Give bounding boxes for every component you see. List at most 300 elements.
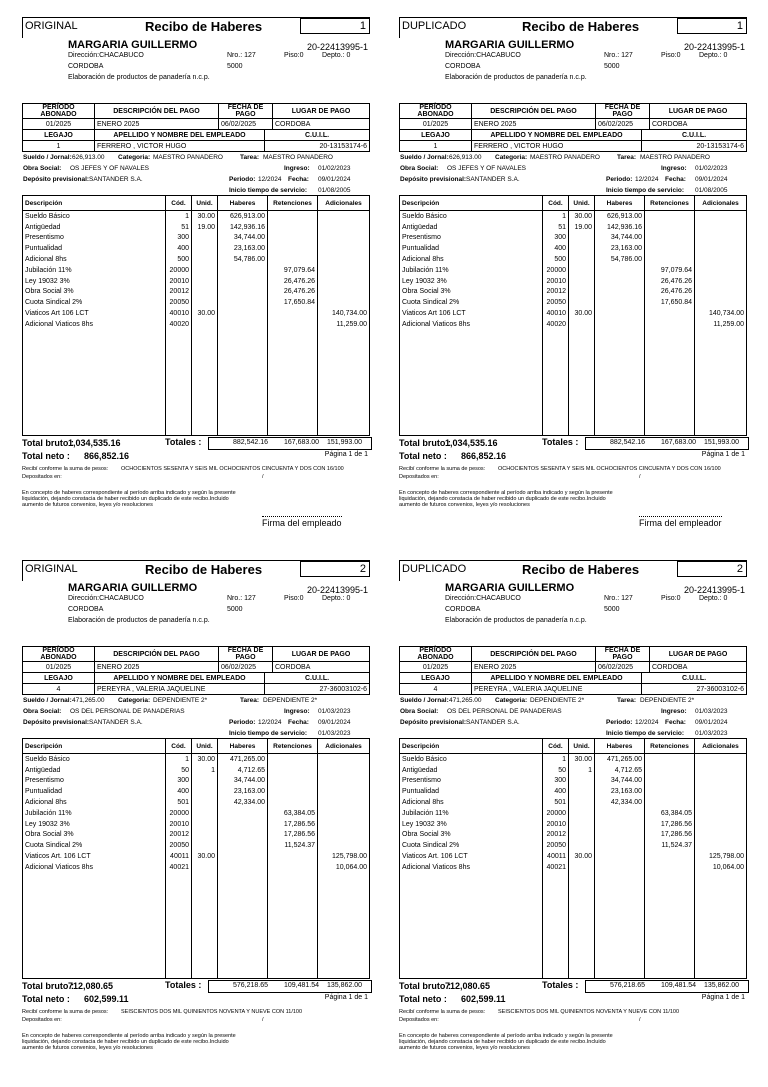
- item-haberes: 142,936.16: [595, 222, 645, 233]
- item-units: [569, 776, 595, 787]
- item-desc: Ley 19032 3%: [23, 276, 166, 287]
- item-units: 1: [569, 765, 595, 776]
- item-haberes: 4,712.65: [218, 765, 268, 776]
- item-haberes: [595, 851, 645, 862]
- item-code: 20050: [166, 297, 192, 308]
- payment-period: 01/2025: [400, 119, 472, 130]
- employee-name: PEREYRA , VALERIA JAQUELINE: [95, 684, 265, 695]
- employer-city: CORDOBA: [68, 63, 104, 70]
- employer-depto: Depto.: 0: [699, 52, 728, 59]
- employer-activity: Elaboración de productos de panadería n.c.p.: [445, 617, 587, 624]
- employer-cp: 5000: [227, 606, 243, 613]
- hdr-desc-pago: DESCRIPCIÓN DEL PAGO: [95, 104, 219, 119]
- obra-social-value: OS DEL PERSONAL DE PANADERIAS: [447, 708, 562, 715]
- total-adicionales: 135,862.00: [327, 981, 363, 989]
- item-code: 1: [166, 754, 192, 765]
- col-adicionales: Adicionales: [318, 196, 370, 211]
- item-haberes: 23,163.00: [595, 243, 645, 254]
- categoria-value: DEPENDIENTE 2*: [153, 697, 208, 704]
- item-desc: Ley 19032 3%: [400, 819, 543, 830]
- item-adicionales: [695, 243, 747, 254]
- col-retenciones: Retenciones: [645, 739, 695, 754]
- item-desc: Presentismo: [400, 776, 543, 787]
- item-desc: Obra Social 3%: [400, 830, 543, 841]
- item-desc: Ley 19032 3%: [23, 819, 166, 830]
- totales-label: Totales :: [542, 436, 579, 447]
- item-retenciones: 63,384.05: [268, 808, 318, 819]
- payment-table: [22, 103, 370, 130]
- totals-box: [208, 980, 372, 993]
- periodo-value: 12/2024: [635, 176, 659, 183]
- tarea-value: DEPENDIENTE 2*: [263, 697, 318, 704]
- item-units: [569, 265, 595, 276]
- item-code: 20010: [166, 276, 192, 287]
- item-desc: Viaticos Art 106 LCT: [23, 308, 166, 319]
- item-adicionales: [318, 276, 370, 287]
- item-desc: Presentismo: [23, 776, 166, 787]
- categoria-value: DEPENDIENTE 2*: [530, 697, 585, 704]
- item-adicionales: [695, 222, 747, 233]
- item-code: 40011: [543, 851, 569, 862]
- employee-info: [399, 695, 747, 738]
- hdr-fecha-pago: FECHA DE PAGO: [596, 647, 650, 662]
- item-retenciones: 17,286.56: [268, 830, 318, 841]
- item-desc: Viaticos Art. 106 LCT: [23, 851, 166, 862]
- item-retenciones: [645, 797, 695, 808]
- item-units: [569, 862, 595, 873]
- signature-line: Firma del empleado: [262, 517, 342, 528]
- item-units: 30.00: [569, 851, 595, 862]
- payment-table: [399, 103, 747, 130]
- items-table: [399, 195, 747, 436]
- item-retenciones: [645, 233, 695, 244]
- item-retenciones: 17,286.56: [268, 819, 318, 830]
- item-row: [23, 287, 370, 298]
- categoria-label: Categoria:: [495, 154, 528, 161]
- hdr-apellido-nombre: APELLIDO Y NOMBRE DEL EMPLEADO: [95, 673, 265, 684]
- item-haberes: 34,744.00: [595, 233, 645, 244]
- total-neto-value: 602,599.11: [461, 993, 506, 1004]
- payslip-receipt: [22, 560, 370, 1087]
- item-row: [23, 862, 370, 873]
- hdr-legajo: LEGAJO: [23, 130, 95, 141]
- item-code: 40011: [166, 851, 192, 862]
- item-haberes: 42,334.00: [595, 797, 645, 808]
- hdr-desc-pago: DESCRIPCIÓN DEL PAGO: [95, 647, 219, 662]
- item-desc: Adicional 8hs: [23, 254, 166, 265]
- total-neto-label: Total neto :: [399, 993, 447, 1004]
- item-retenciones: [645, 243, 695, 254]
- concepto-line-1: En concepto de haberes correspondiente al período arriba indicado y según la presente: [399, 1032, 613, 1039]
- item-units: [192, 786, 218, 797]
- item-desc: Adicional 8hs: [400, 254, 543, 265]
- item-row: [23, 754, 370, 765]
- item-adicionales: 11,259.00: [318, 319, 370, 330]
- item-desc: Obra Social 3%: [23, 287, 166, 298]
- employer-piso: Piso:0: [284, 595, 304, 602]
- items-table: [22, 738, 370, 979]
- total-bruto-label: Total bruto :: [22, 980, 74, 991]
- concepto-line-1: En concepto de haberes correspondiente al período arriba indicado y según la presente: [399, 489, 613, 496]
- hdr-periodo: PERÍODO ABONADO: [23, 104, 95, 119]
- item-code: 20050: [543, 840, 569, 851]
- item-adicionales: [318, 297, 370, 308]
- inicio-value: 01/03/2023: [318, 730, 351, 737]
- depositados-label: Depositados en:: [399, 1016, 439, 1023]
- copy-label: ORIGINAL: [25, 563, 78, 575]
- item-adicionales: [318, 222, 370, 233]
- item-retenciones: [268, 797, 318, 808]
- payment-date: 06/02/2025: [219, 119, 273, 130]
- item-haberes: 54,786.00: [218, 254, 268, 265]
- item-retenciones: 17,650.84: [645, 297, 695, 308]
- item-haberes: [218, 319, 268, 330]
- item-adicionales: [695, 819, 747, 830]
- item-code: 40010: [166, 308, 192, 319]
- item-haberes: 23,163.00: [218, 243, 268, 254]
- payment-table: [399, 646, 747, 673]
- item-retenciones: [268, 222, 318, 233]
- totals-block: [399, 436, 747, 464]
- payment-period: 01/2025: [400, 662, 472, 673]
- items-table: [22, 195, 370, 436]
- ingreso-value: 01/03/2023: [318, 708, 351, 715]
- item-adicionales: [695, 233, 747, 244]
- item-code: 51: [543, 222, 569, 233]
- fecha-label: Fecha:: [665, 176, 686, 183]
- payment-place: CORDOBA: [650, 119, 747, 130]
- item-code: 20010: [543, 276, 569, 287]
- total-adicionales: 151,993.00: [327, 438, 363, 446]
- item-row: [400, 840, 747, 851]
- total-haberes: 882,542.16: [610, 438, 646, 446]
- col-retenciones: Retenciones: [645, 196, 695, 211]
- sueldo-value: 471,265.00: [72, 697, 105, 704]
- receipt-number: 2: [300, 561, 370, 577]
- item-retenciones: [268, 776, 318, 787]
- item-code: 500: [166, 254, 192, 265]
- item-desc: Sueldo Básico: [23, 754, 166, 765]
- concepto-line-3: aumento de futuros convenios, leyes y/o resoluciones: [22, 1044, 153, 1051]
- item-code: 1: [543, 754, 569, 765]
- item-adicionales: [695, 840, 747, 851]
- item-units: 19.00: [569, 222, 595, 233]
- receipt-header: [399, 560, 747, 581]
- total-adicionales: 151,993.00: [704, 438, 740, 446]
- item-units: [569, 243, 595, 254]
- item-code: 50: [543, 765, 569, 776]
- payment-description: ENERO 2025: [472, 662, 596, 673]
- item-row: [23, 765, 370, 776]
- item-units: [192, 297, 218, 308]
- total-bruto-label: Total bruto :: [399, 437, 451, 448]
- item-haberes: 34,744.00: [595, 776, 645, 787]
- item-retenciones: [268, 243, 318, 254]
- sueldo-value: 626,913.00: [449, 154, 482, 161]
- sueldo-label: Sueldo / Jornal:: [23, 697, 72, 704]
- sueldo-label: Sueldo / Jornal:: [23, 154, 72, 161]
- payment-table: [22, 646, 370, 673]
- receipt-title: Recibo de Haberes: [522, 562, 640, 577]
- tarea-label: Tarea:: [240, 697, 260, 704]
- col-unidades: Unid.: [192, 739, 218, 754]
- employee-table: [22, 129, 370, 152]
- payment-description: ENERO 2025: [472, 119, 596, 130]
- item-units: [192, 233, 218, 244]
- item-haberes: [218, 840, 268, 851]
- concepto-line-2: liquidación, dejando constacia de haber recibido un duplicado de este recibo.Incluido: [399, 1038, 606, 1045]
- depositados-label: Depositados en:: [399, 473, 439, 480]
- totals-block: [22, 436, 370, 464]
- item-desc: Antigüedad: [23, 222, 166, 233]
- item-haberes: [218, 851, 268, 862]
- item-desc: Adicional Viaticos 8hs: [23, 862, 166, 873]
- item-retenciones: [645, 765, 695, 776]
- col-codigo: Cód.: [543, 196, 569, 211]
- col-unidades: Unid.: [192, 196, 218, 211]
- deposito-label: Depósito previsional:: [23, 176, 90, 183]
- item-desc: Jubilación 11%: [400, 808, 543, 819]
- totales-label: Totales :: [165, 979, 202, 990]
- item-code: 300: [166, 776, 192, 787]
- item-haberes: 626,913.00: [595, 211, 645, 222]
- col-retenciones: Retenciones: [268, 196, 318, 211]
- concepto-line-2: liquidación, dejando constacia de haber recibido un duplicado de este recibo.Incluido: [22, 495, 229, 502]
- item-units: [192, 776, 218, 787]
- page-indicator: Página 1 de 1: [324, 993, 368, 1001]
- hdr-desc-pago: DESCRIPCIÓN DEL PAGO: [472, 104, 596, 119]
- slash-separator: /: [262, 473, 264, 480]
- item-code: 40021: [543, 862, 569, 873]
- item-adicionales: [695, 808, 747, 819]
- item-retenciones: [268, 851, 318, 862]
- item-haberes: [595, 830, 645, 841]
- item-row: [23, 211, 370, 222]
- concepto-line-1: En concepto de haberes correspondiente al período arriba indicado y según la presente: [22, 489, 236, 496]
- item-retenciones: [268, 211, 318, 222]
- item-desc: Ley 19032 3%: [400, 276, 543, 287]
- hdr-periodo: PERÍODO ABONADO: [400, 647, 472, 662]
- item-haberes: [595, 808, 645, 819]
- categoria-value: MAESTRO PANADERO: [153, 154, 223, 161]
- col-unidades: Unid.: [569, 739, 595, 754]
- concepto-line-2: liquidación, dejando constacia de haber recibido un duplicado de este recibo.Incluido: [22, 1038, 229, 1045]
- total-haberes: 882,542.16: [233, 438, 269, 446]
- employer-address: Dirección:CHACABUCO: [68, 595, 144, 602]
- item-units: 30.00: [569, 211, 595, 222]
- hdr-lugar-pago: LUGAR DE PAGO: [273, 104, 370, 119]
- receipt-number: 2: [677, 561, 747, 577]
- item-units: [569, 297, 595, 308]
- employer-nro: Nro.: 127: [604, 595, 633, 602]
- item-units: [192, 265, 218, 276]
- item-retenciones: 11,524.37: [268, 840, 318, 851]
- item-desc: Obra Social 3%: [400, 287, 543, 298]
- item-code: 20000: [543, 265, 569, 276]
- item-row: [400, 819, 747, 830]
- item-row: [23, 308, 370, 319]
- total-neto-label: Total neto :: [399, 450, 447, 461]
- item-adicionales: [695, 797, 747, 808]
- concepto-line-3: aumento de futuros convenios, leyes y/o resoluciones: [22, 501, 153, 508]
- item-code: 20012: [543, 287, 569, 298]
- receipt-number: 1: [300, 18, 370, 34]
- item-haberes: [595, 265, 645, 276]
- item-row: [23, 319, 370, 330]
- col-codigo: Cód.: [166, 739, 192, 754]
- deposito-value: SANTANDER S.A.: [466, 176, 520, 183]
- total-retenciones: 167,683.00: [661, 438, 697, 446]
- employer-address: Dirección:CHACABUCO: [445, 595, 521, 602]
- col-retenciones: Retenciones: [268, 739, 318, 754]
- payment-date: 06/02/2025: [596, 662, 650, 673]
- item-units: [569, 840, 595, 851]
- categoria-label: Categoria:: [495, 697, 528, 704]
- totals-block: [22, 979, 370, 1007]
- item-adicionales: 125,798.00: [695, 851, 747, 862]
- obra-social-value: OS DEL PERSONAL DE PANADERIAS: [70, 708, 185, 715]
- obra-social-label: Obra Social:: [400, 165, 439, 172]
- hdr-lugar-pago: LUGAR DE PAGO: [650, 647, 747, 662]
- employee-info: [22, 695, 370, 738]
- item-retenciones: [645, 319, 695, 330]
- item-adicionales: [318, 840, 370, 851]
- item-adicionales: [695, 287, 747, 298]
- item-row: [400, 808, 747, 819]
- employer-cuit: 20-22413995-1: [683, 42, 745, 52]
- employer-piso: Piso:0: [661, 52, 681, 59]
- item-retenciones: [645, 254, 695, 265]
- item-haberes: [595, 287, 645, 298]
- item-desc: Puntualidad: [23, 786, 166, 797]
- item-desc: Obra Social 3%: [23, 830, 166, 841]
- obra-social-label: Obra Social:: [23, 708, 62, 715]
- item-adicionales: [695, 276, 747, 287]
- item-haberes: [595, 276, 645, 287]
- hdr-cuil: C.U.I.L.: [265, 130, 370, 141]
- item-row: [23, 808, 370, 819]
- item-code: 20000: [166, 808, 192, 819]
- sueldo-value: 626,913.00: [72, 154, 105, 161]
- item-adicionales: [318, 765, 370, 776]
- item-haberes: [218, 308, 268, 319]
- obra-social-label: Obra Social:: [400, 708, 439, 715]
- copy-label: ORIGINAL: [25, 20, 78, 32]
- ingreso-value: 01/02/2023: [318, 165, 351, 172]
- item-desc: Sueldo Básico: [400, 211, 543, 222]
- item-code: 20050: [166, 840, 192, 851]
- item-units: [192, 319, 218, 330]
- item-units: [192, 797, 218, 808]
- item-code: 300: [543, 776, 569, 787]
- concepto-line-3: aumento de futuros convenios, leyes y/o resoluciones: [399, 1044, 530, 1051]
- payslip-receipt: [399, 560, 747, 1087]
- item-retenciones: [268, 233, 318, 244]
- periodo-label: Periodo:: [229, 719, 256, 726]
- item-haberes: [595, 862, 645, 873]
- periodo-value: 12/2024: [635, 719, 659, 726]
- employee-name: FERRERO , VICTOR HUGO: [95, 141, 265, 152]
- employer-cuit: 20-22413995-1: [306, 585, 368, 595]
- item-units: [569, 254, 595, 265]
- item-retenciones: [268, 862, 318, 873]
- recibi-label: Recibí conforme la suma de pesos:: [22, 1008, 109, 1015]
- item-retenciones: 17,650.84: [268, 297, 318, 308]
- item-adicionales: [318, 776, 370, 787]
- inicio-value: 01/08/2005: [318, 187, 351, 194]
- fecha-label: Fecha:: [288, 719, 309, 726]
- item-desc: Adicional 8hs: [400, 797, 543, 808]
- employer-block: [399, 38, 747, 104]
- item-row: [400, 319, 747, 330]
- sueldo-label: Sueldo / Jornal:: [400, 154, 449, 161]
- payment-place: CORDOBA: [650, 662, 747, 673]
- item-units: 30.00: [569, 308, 595, 319]
- tarea-value: MAESTRO PANADERO: [263, 154, 333, 161]
- item-haberes: [595, 819, 645, 830]
- item-row: [400, 211, 747, 222]
- item-desc: Adicional Viaticos 8hs: [23, 319, 166, 330]
- total-bruto-value: 1,034,535.16: [445, 437, 498, 448]
- ingreso-label: Ingreso:: [284, 165, 310, 172]
- employee-info: [22, 152, 370, 195]
- item-retenciones: [268, 754, 318, 765]
- item-adicionales: [695, 265, 747, 276]
- tarea-label: Tarea:: [617, 697, 637, 704]
- employer-address: Dirección:CHACABUCO: [445, 52, 521, 59]
- item-adicionales: 10,064.00: [318, 862, 370, 873]
- item-haberes: 23,163.00: [218, 786, 268, 797]
- hdr-lugar-pago: LUGAR DE PAGO: [273, 647, 370, 662]
- item-adicionales: [318, 243, 370, 254]
- item-desc: Jubilación 11%: [23, 265, 166, 276]
- employer-cp: 5000: [604, 63, 620, 70]
- item-haberes: [595, 297, 645, 308]
- item-code: 400: [166, 786, 192, 797]
- employee-name: PEREYRA , VALERIA JAQUELINE: [472, 684, 642, 695]
- item-retenciones: [645, 222, 695, 233]
- amount-in-words: SEISCIENTOS DOS MIL QUINIENTOS NOVENTA Y NUEVE CON 11/100: [121, 1008, 303, 1015]
- employer-nro: Nro.: 127: [227, 595, 256, 602]
- item-haberes: [218, 276, 268, 287]
- hdr-apellido-nombre: APELLIDO Y NOMBRE DEL EMPLEADO: [472, 130, 642, 141]
- signature-line: Firma del empleador: [639, 517, 722, 528]
- total-neto-label: Total neto :: [22, 450, 70, 461]
- item-retenciones: [645, 862, 695, 873]
- footer-block: [22, 464, 370, 544]
- item-retenciones: 63,384.05: [645, 808, 695, 819]
- item-haberes: [595, 308, 645, 319]
- total-bruto-label: Total bruto :: [22, 437, 74, 448]
- item-haberes: 34,744.00: [218, 233, 268, 244]
- total-neto-value: 866,852.16: [84, 450, 130, 461]
- col-unidades: Unid.: [569, 196, 595, 211]
- tarea-label: Tarea:: [617, 154, 637, 161]
- item-row: [23, 297, 370, 308]
- item-code: 500: [543, 254, 569, 265]
- hdr-legajo: LEGAJO: [400, 673, 472, 684]
- item-code: 20010: [166, 819, 192, 830]
- employer-nro: Nro.: 127: [227, 52, 256, 59]
- totals-box: [585, 980, 749, 993]
- item-haberes: 54,786.00: [595, 254, 645, 265]
- item-haberes: 4,712.65: [595, 765, 645, 776]
- item-row: [400, 233, 747, 244]
- sueldo-label: Sueldo / Jornal:: [400, 697, 449, 704]
- amount-in-words: SEISCIENTOS DOS MIL QUINIENTOS NOVENTA Y NUEVE CON 11/100: [498, 1008, 680, 1015]
- sueldo-value: 471,265.00: [449, 697, 482, 704]
- item-retenciones: 97,079.64: [268, 265, 318, 276]
